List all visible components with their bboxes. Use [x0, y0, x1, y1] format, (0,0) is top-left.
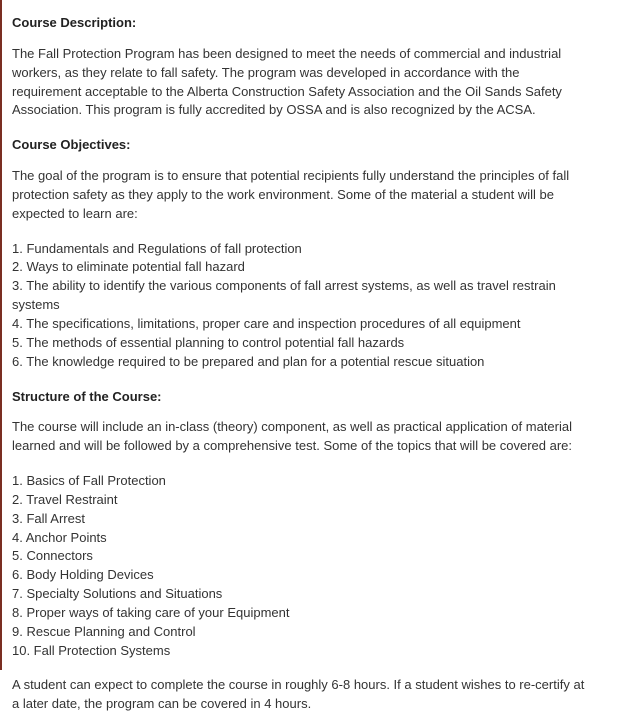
- list-item: 1. Basics of Fall Protection: [12, 473, 166, 489]
- list-item: 5. The methods of essential planning to control potential fall hazards: [12, 334, 405, 350]
- list-item: 4. The specifications, limitations, proper care and inspection procedures of all equipment: [12, 315, 521, 331]
- section-paragraph-course-description: The Fall Protection Program has been designed to meet the needs of commercial and industrial workers, as they relate to fall safety. The program was developed in accordance with the requirement acceptable to the Alberta Construction Safety Association and the Oil Sands Safety Association. This program is fully accredited by OSSA and is also recognized by the ACSA.: [12, 45, 562, 118]
- section-heading-course-objectives: Course Objectives:: [12, 137, 131, 153]
- section-paragraph-course-objectives: The goal of the program is to ensure that potential recipients fully understand the principles of fall protection safety as they apply to the work environment. Some of the material a student will be expected to learn are:: [12, 168, 570, 221]
- list-item: 10. Fall Protection Systems: [12, 642, 171, 658]
- list-item: 7. Specialty Solutions and Situations: [12, 586, 223, 602]
- list-item: 5. Connectors: [12, 548, 93, 564]
- list-item: 2. Ways to eliminate potential fall hazard: [12, 259, 245, 275]
- course-objectives-list: [12, 240, 599, 372]
- section-heading-course-description: Course Description:: [12, 15, 137, 30]
- closing-paragraph: A student can expect to complete the course in roughly 6-8 hours. If a student wishes to re-certify at a later date, the program can be covered in 4 hours.: [12, 677, 585, 712]
- list-item: 2. Travel Restraint: [12, 491, 118, 507]
- course-topics-list: [12, 472, 599, 660]
- section-heading-structure-of-the-course: Structure of the Course:: [12, 388, 162, 404]
- list-item: 6. Body Holding Devices: [12, 567, 154, 583]
- list-item: 3. Fall Arrest: [12, 510, 85, 526]
- list-item: 4. Anchor Points: [12, 529, 107, 545]
- list-item: 9. Rescue Planning and Control: [12, 623, 196, 639]
- list-item: 6. The knowledge required to be prepared and plan for a potential rescue situation: [12, 353, 485, 369]
- section-paragraph-structure-of-the-course: The course will include an in-class (theory) component, as well as practical application of material learned and will be followed by a comprehensive test. Some of the topics that will be covered are:: [12, 419, 573, 454]
- list-item: 3. The ability to identify the various components of fall arrest systems, as well as travel restrain systems: [12, 278, 556, 313]
- list-item: 1. Fundamentals and Regulations of fall protection: [12, 240, 302, 256]
- list-item: 8. Proper ways of taking care of your Equipment: [12, 604, 290, 620]
